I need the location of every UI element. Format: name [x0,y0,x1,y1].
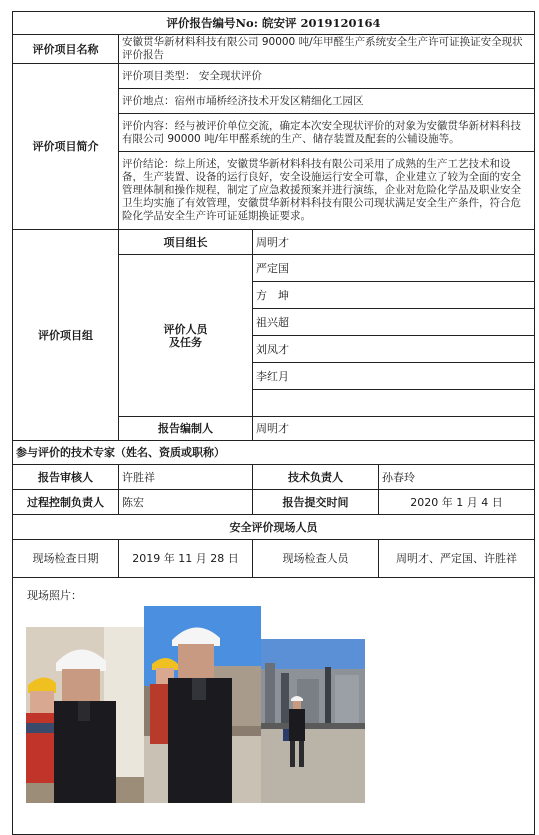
site-section-row [13,515,535,540]
inspection-staff-label: 现场检查人员 [253,540,379,578]
project-name-row [13,35,535,64]
project-conclusion: 评价结论：综上所述，安徽贯华新材料科技有限公司采用了成熟的生产工艺技术和设备，生产装置、设备的运行良好，安全设施运行安全可靠，企业建立了较为全面的安全管理体制和操作规程，制定了应急救援预案并进行演练，企业对危险化学品及职业安全卫生均实施了有效管理，安徽贯华新材料科技有限公司现状满足安全生产条件，符合危险化学品安全生产许可证延期换证要求。 [119,152,535,230]
plant-site-image [261,639,365,803]
tech-lead-label: 技术负责人 [253,465,379,490]
team-leader-label: 项目组长 [119,230,253,255]
team-member-empty [253,390,535,417]
report-editor: 周明才 [253,417,535,441]
site-photo-2 [144,606,261,803]
project-type-row [13,64,535,89]
site-photos [13,578,533,834]
team-member-3: 祖兴超 [253,309,535,336]
report-editor-label: 报告编制人 [119,417,253,441]
process-row [13,490,535,515]
reviewer-label: 报告审核人 [13,465,119,490]
reviewer-row [13,465,535,490]
site-section-label: 安全评价现场人员 [13,515,535,540]
team-member-1: 严定国 [253,255,535,282]
team-leader-row [13,230,535,255]
team-members-label: 评价人员 及任务 [119,255,253,417]
site-photos-label: 现场照片： [27,589,82,602]
project-summary-label: 评价项目简介 [13,64,119,230]
team-label: 评价项目组 [13,230,119,441]
team-member-2: 方 坤 [253,282,535,309]
team-member-4: 刘凤才 [253,336,535,363]
submit-time-label: 报告提交时间 [253,490,379,515]
tech-lead: 孙春玲 [379,465,535,490]
experts-label: 参与评价的技术专家（姓名、资质或职称） [13,441,253,465]
submit-time: 2020 年 1 月 4 日 [379,490,535,515]
inspection-staff: 周明才、严定国、许胜祥 [379,540,535,578]
project-name-value: 安徽贯华新材料科技有限公司 90000 吨/年甲醛生产系统安全生产许可证换证安全现状评价报告 [119,35,535,64]
workers-indoor-image [26,627,144,803]
project-name-label: 评价项目名称 [13,35,119,64]
process-control: 陈宏 [119,490,253,515]
experts-row [13,441,535,465]
report-number-row [13,12,535,35]
project-location: 评价地点：宿州市埇桥经济技术开发区精细化工园区 [119,89,535,114]
report-number: 评价报告编号No: 皖安评 2019120164 [13,12,535,35]
inspection-date: 2019 年 11 月 28 日 [119,540,253,578]
site-photos-cell [13,578,535,835]
team-member-5: 李红月 [253,363,535,390]
team-leader: 周明才 [253,230,535,255]
site-photos-row [13,578,535,835]
process-control-label: 过程控制负责人 [13,490,119,515]
evaluation-report-table [12,11,535,835]
site-photo-1 [26,627,144,803]
project-type: 评价项目类型： 安全现状评价 [119,64,535,89]
site-inspection-row [13,540,535,578]
inspection-date-label: 现场检查日期 [13,540,119,578]
reviewer: 许胜祥 [119,465,253,490]
project-content: 评价内容：经与被评价单位交流，确定本次安全现状评价的对象为安徽贯华新材料科技有限公司 90000 吨/年甲醛系统的生产、储存装置及配套的公辅设施等。 [119,114,535,152]
report-page [12,11,534,787]
experts-value [253,441,535,465]
site-photo-3 [261,639,365,803]
worker-outdoor-image [144,606,261,803]
